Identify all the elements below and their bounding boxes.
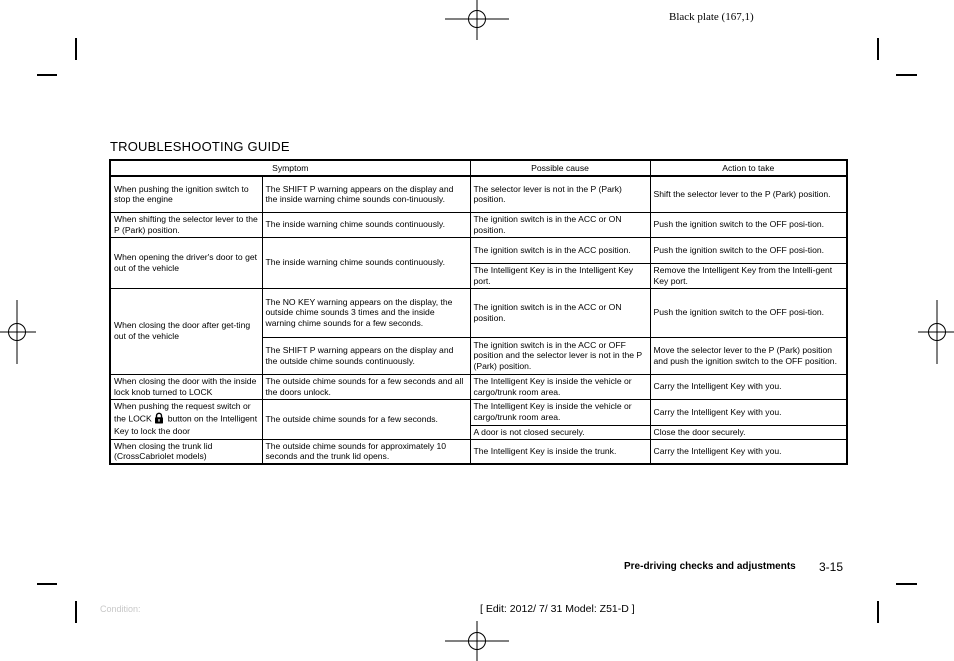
- cause-cell: The ignition switch is in the ACC or OFF position and the selector lever is not in the P (Park) position.: [470, 337, 650, 374]
- header-symptom: Symptom: [110, 160, 470, 176]
- condition-label: Condition:: [100, 604, 141, 614]
- crop-mark: [75, 38, 77, 60]
- symptom-cell: The outside chime sounds for a few seconds.: [262, 399, 470, 439]
- crop-mark: [877, 601, 879, 623]
- action-cell: Push the ignition switch to the OFF posi-tion.: [650, 237, 847, 263]
- cause-cell: The Intelligent Key is inside the trunk.: [470, 439, 650, 464]
- action-cell: Carry the Intelligent Key with you.: [650, 439, 847, 464]
- padlock-icon: [154, 412, 166, 427]
- crop-mark: [896, 583, 917, 585]
- table-row: [110, 176, 847, 212]
- table-row: [110, 439, 847, 464]
- situation-cell: When shifting the selector lever to the P (Park) position.: [110, 212, 262, 237]
- page-number: 3-15: [819, 560, 844, 574]
- header-action: Action to take: [650, 160, 847, 176]
- crop-mark: [75, 601, 77, 623]
- footer-section-title: Pre-driving checks and adjustments: [624, 561, 796, 572]
- section-title: TROUBLESHOOTING GUIDE: [110, 139, 290, 154]
- cause-cell: A door is not closed securely.: [470, 425, 650, 439]
- plate-label: Black plate (167,1): [669, 11, 754, 23]
- table-row: [110, 374, 847, 399]
- action-cell: Push the ignition switch to the OFF posi-tion.: [650, 212, 847, 237]
- header-possible-cause: Possible cause: [470, 160, 650, 176]
- action-cell: Carry the Intelligent Key with you.: [650, 374, 847, 399]
- action-cell: Carry the Intelligent Key with you.: [650, 399, 847, 425]
- situation-cell: When pushing the ignition switch to stop the engine: [110, 176, 262, 212]
- situation-text-post: button on the Intelligent Key to lock the door: [114, 413, 258, 437]
- situation-cell: [110, 399, 262, 439]
- registration-mark-icon: [918, 300, 954, 364]
- symptom-cell: The outside chime sounds for approximately 10 seconds and the trunk lid opens.: [262, 439, 470, 464]
- symptom-cell: The inside warning chime sounds continuously.: [262, 237, 470, 288]
- situation-cell: When opening the driver's door to get out of the vehicle: [110, 237, 262, 288]
- action-cell: Close the door securely.: [650, 425, 847, 439]
- troubleshooting-table: [109, 159, 848, 465]
- symptom-cell: The SHIFT P warning appears on the display and the outside chime sounds continuously.: [262, 337, 470, 374]
- symptom-cell: The SHIFT P warning appears on the display and the inside warning chime sounds con-tinuously.: [262, 176, 470, 212]
- cause-cell: The ignition switch is in the ACC position.: [470, 237, 650, 263]
- crop-mark: [877, 38, 879, 60]
- crop-mark: [37, 74, 57, 76]
- crop-mark: [896, 74, 917, 76]
- action-cell: Remove the Intelligent Key from the Intelli-gent Key port.: [650, 263, 847, 288]
- cause-cell: The selector lever is not in the P (Park) position.: [470, 176, 650, 212]
- registration-mark-icon: [445, 621, 509, 661]
- symptom-cell: The inside warning chime sounds continuously.: [262, 212, 470, 237]
- cause-cell: The Intelligent Key is inside the vehicle or cargo/trunk room area.: [470, 374, 650, 399]
- situation-cell: When closing the door with the inside lock knob turned to LOCK: [110, 374, 262, 399]
- table-row: [110, 237, 847, 263]
- action-cell: Move the selector lever to the P (Park) position and push the ignition switch to the OFF position.: [650, 337, 847, 374]
- situation-cell: When closing the trunk lid (CrossCabriolet models): [110, 439, 262, 464]
- situation-cell: When closing the door after get-ting out of the vehicle: [110, 288, 262, 374]
- symptom-cell: The outside chime sounds for a few seconds and all the doors unlock.: [262, 374, 470, 399]
- cause-cell: The Intelligent Key is in the Intelligent Key port.: [470, 263, 650, 288]
- symptom-cell: The NO KEY warning appears on the display, the outside chime sounds 3 times and the inside warning chime sounds for a few seconds.: [262, 288, 470, 337]
- table-row: [110, 212, 847, 237]
- action-cell: Push the ignition switch to the OFF posi-tion.: [650, 288, 847, 337]
- registration-mark-icon: [445, 0, 509, 40]
- edit-info: [ Edit: 2012/ 7/ 31 Model: Z51-D ]: [480, 603, 635, 615]
- cause-cell: The ignition switch is in the ACC or ON position.: [470, 212, 650, 237]
- crop-mark: [37, 583, 57, 585]
- table-header-row: [110, 160, 847, 176]
- cause-cell: The ignition switch is in the ACC or ON position.: [470, 288, 650, 337]
- cause-cell: The Intelligent Key is inside the vehicle or cargo/trunk room area.: [470, 399, 650, 425]
- situation-text-pre: When pushing the request switch or the LOCK: [114, 401, 251, 424]
- action-cell: Shift the selector lever to the P (Park) position.: [650, 176, 847, 212]
- table-row: [110, 399, 847, 425]
- registration-mark-icon: [0, 300, 36, 364]
- table-row: [110, 288, 847, 337]
